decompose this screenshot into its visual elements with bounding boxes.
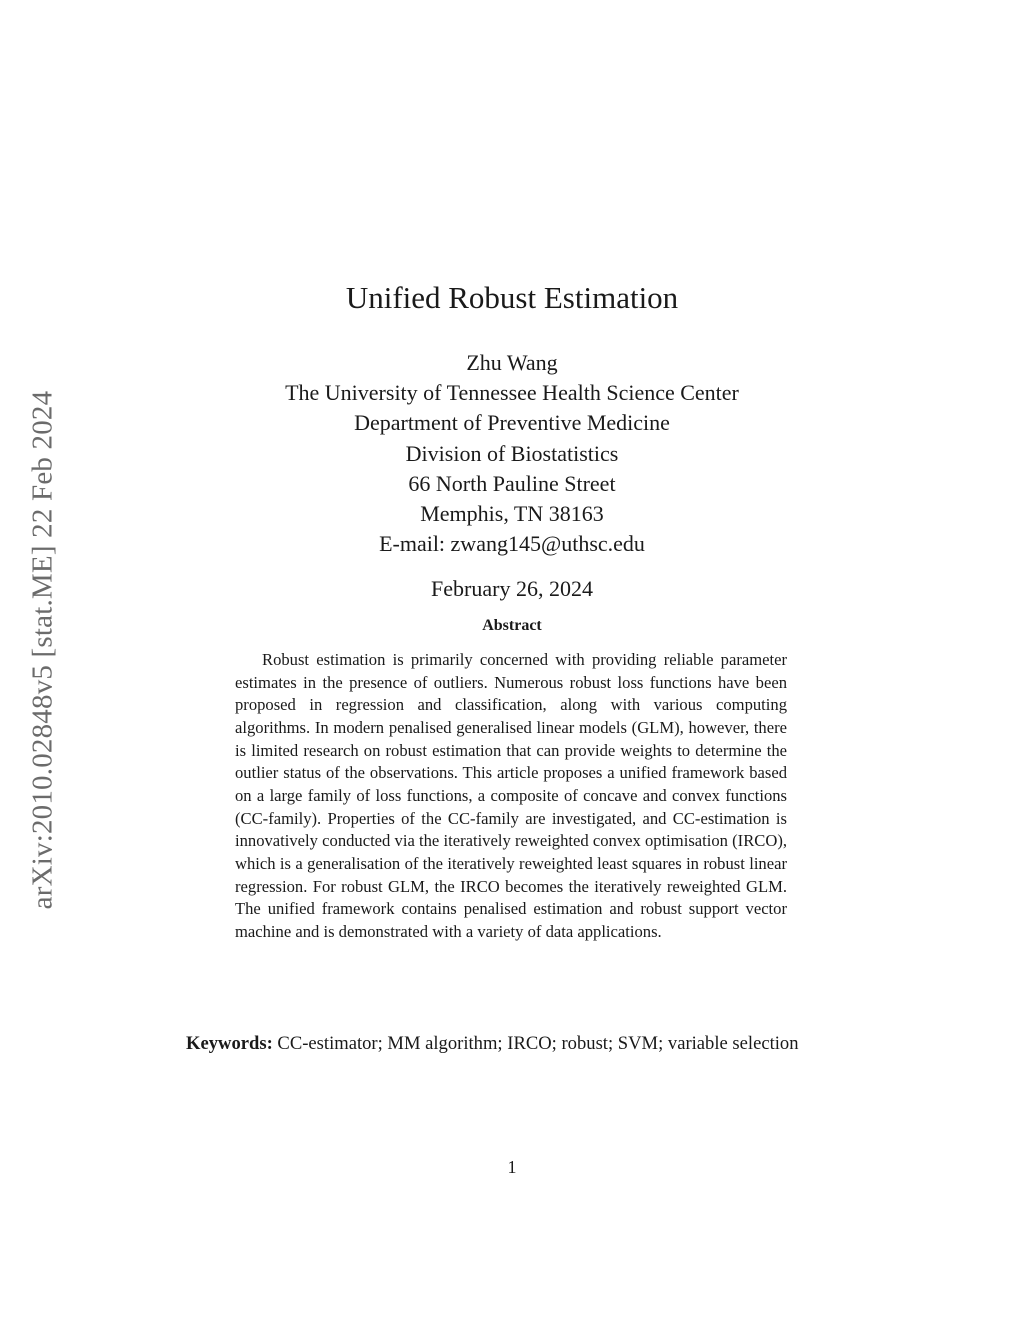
abstract-heading: Abstract bbox=[482, 617, 542, 634]
arxiv-identifier: arXiv:2010.02848v5 [stat.ME] 22 Feb 2024 bbox=[26, 390, 59, 910]
keywords-label: Keywords: bbox=[186, 1033, 273, 1054]
author-division: Division of Biostatistics bbox=[405, 440, 619, 466]
abstract-text: Robust estimation is primarily concerned with providing reliable parameter estimates in the presence of outliers. Numerous robust loss functions have been proposed in regression and classification, along with various computing algorithms. In modern penalised generalised linear models (GLM), however, there is limited research on robust estimation that can provide weights to determine the outlier status of the observations. This article proposes a unified framework based on a large family of loss functions, a composite of concave and convex functions (CC-family). Properties of the CC-family are investigated, and CC-estimation is innovatively conducted via the iteratively reweighted convex optimisation (IRCO), which is a generalisation of the iteratively reweighted least squares in robust linear regression. For robust GLM, the IRCO becomes the iteratively reweighted GLM. The unified framework contains penalised estimation and robust support vector machine and is demonstrated with a variety of data applications. bbox=[235, 650, 787, 941]
author-street: 66 North Pauline Street bbox=[408, 470, 616, 496]
author-department: Department of Preventive Medicine bbox=[354, 410, 670, 436]
author-email: E-mail: zwang145@uthsc.edu bbox=[379, 531, 645, 557]
author-city: Memphis, TN 38163 bbox=[420, 501, 604, 527]
keywords-text: CC-estimator; MM algorithm; IRCO; robust; SVM; variable selection bbox=[277, 1033, 799, 1054]
page-number: 1 bbox=[507, 1157, 517, 1177]
author-block bbox=[0, 348, 1024, 559]
paper-title: Unified Robust Estimation bbox=[345, 280, 679, 315]
paper-date: February 26, 2024 bbox=[431, 576, 593, 601]
keywords-section bbox=[186, 1032, 837, 1056]
author-name: Zhu Wang bbox=[466, 350, 558, 375]
author-institution: The University of Tennessee Health Science Center bbox=[285, 380, 739, 406]
